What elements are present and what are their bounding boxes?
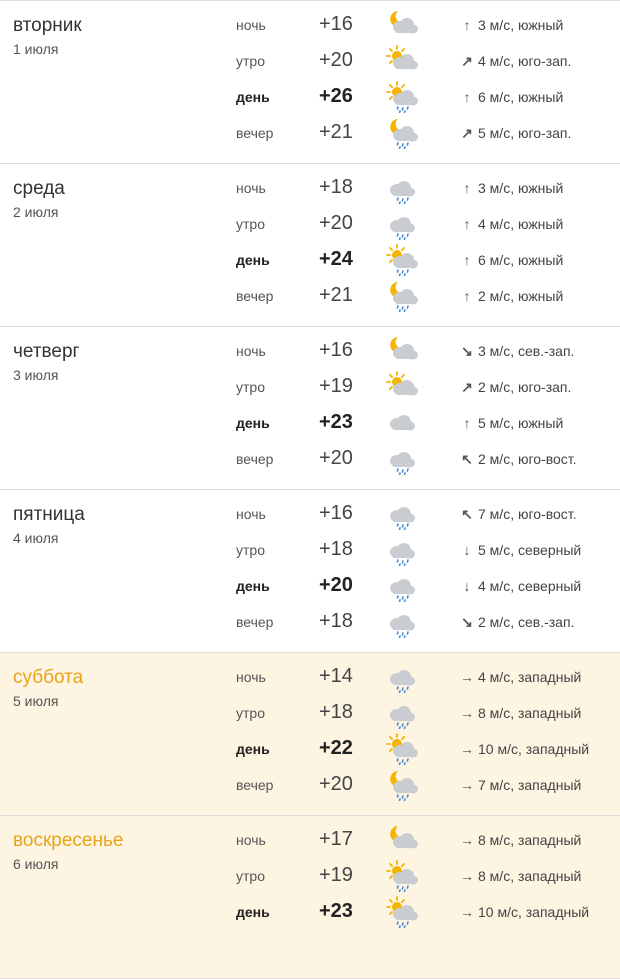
wind-direction-arrow: → — [460, 868, 474, 884]
wind-direction-arrow: ↑ — [463, 252, 471, 268]
period-temperature: +16 — [319, 339, 353, 361]
period-temperature: +18 — [319, 610, 353, 632]
wind-direction-arrow: → — [460, 777, 474, 793]
wind-text: 3 м/с, сев.-зап. — [478, 343, 575, 359]
period-temperature: +18 — [319, 701, 353, 723]
wind-direction-arrow: ↓ — [463, 578, 471, 594]
cloud-rain-icon — [386, 570, 420, 602]
wind-info — [460, 705, 581, 721]
period-temperature: +26 — [319, 85, 353, 107]
period-row — [0, 894, 620, 930]
period-name: ночь — [236, 669, 266, 685]
sun-cloud-rain-icon — [386, 244, 420, 276]
period-row — [0, 822, 620, 858]
period-row — [0, 333, 620, 369]
period-name: утро — [236, 53, 265, 69]
wind-info — [460, 506, 577, 523]
day-name: пятница — [13, 504, 85, 525]
period-temperature: +23 — [319, 411, 353, 433]
period-name: утро — [236, 868, 265, 884]
period-row — [0, 7, 620, 43]
sun-cloud-icon — [386, 371, 420, 403]
wind-text: 7 м/с, юго-вост. — [478, 506, 577, 522]
wind-text: 5 м/с, южный — [478, 415, 564, 431]
wind-info — [460, 868, 581, 884]
period-row — [0, 731, 620, 767]
period-temperature: +20 — [319, 574, 353, 596]
wind-text: 4 м/с, южный — [478, 216, 564, 232]
period-row — [0, 767, 620, 803]
cloud-rain-icon — [386, 697, 420, 729]
period-row — [0, 695, 620, 731]
wind-text: 5 м/с, юго-зап. — [478, 125, 572, 141]
moon-cloud-rain-icon — [386, 280, 420, 312]
sun-cloud-rain-icon — [386, 733, 420, 765]
wind-direction-arrow: ↗ — [461, 125, 473, 141]
wind-info — [460, 451, 577, 468]
wind-direction-arrow: → — [460, 832, 474, 848]
wind-info — [460, 904, 589, 920]
period-name: утро — [236, 705, 265, 721]
wind-text: 8 м/с, западный — [478, 705, 582, 721]
cloud-rain-icon — [386, 606, 420, 638]
moon-cloud-rain-icon — [386, 769, 420, 801]
period-row — [0, 496, 620, 532]
period-temperature: +18 — [319, 538, 353, 560]
wind-text: 2 м/с, юго-вост. — [478, 451, 577, 467]
wind-direction-arrow: ↗ — [461, 379, 473, 395]
period-temperature: +19 — [319, 375, 353, 397]
cloud-rain-icon — [386, 172, 420, 204]
wind-info — [460, 741, 589, 757]
wind-info — [460, 180, 563, 196]
wind-info — [460, 832, 581, 848]
period-row — [0, 170, 620, 206]
cloud-icon — [386, 407, 420, 439]
wind-text: 8 м/с, западный — [478, 868, 582, 884]
period-name: день — [236, 578, 270, 594]
period-row — [0, 115, 620, 151]
wind-direction-arrow: ↑ — [463, 180, 471, 196]
day-block-5 — [0, 816, 620, 979]
day-name: среда — [13, 178, 65, 199]
sun-cloud-rain-icon — [386, 896, 420, 928]
period-name: вечер — [236, 451, 274, 467]
wind-direction-arrow: ↘ — [461, 343, 473, 359]
period-temperature: +16 — [319, 502, 353, 524]
period-name: день — [236, 252, 270, 268]
period-name: ночь — [236, 343, 266, 359]
day-block-3 — [0, 490, 620, 653]
day-block-2 — [0, 327, 620, 490]
cloud-rain-icon — [386, 208, 420, 240]
sun-cloud-rain-icon — [386, 81, 420, 113]
wind-text: 10 м/с, западный — [478, 904, 590, 920]
period-name: утро — [236, 379, 265, 395]
wind-text: 10 м/с, западный — [478, 741, 590, 757]
wind-direction-arrow: ↑ — [463, 89, 471, 105]
period-temperature: +19 — [319, 864, 353, 886]
moon-cloud-icon — [386, 9, 420, 41]
wind-info — [460, 17, 563, 33]
period-row — [0, 441, 620, 477]
period-name: вечер — [236, 614, 274, 630]
day-name: вторник — [13, 15, 82, 36]
day-date: 6 июля — [13, 856, 59, 872]
wind-direction-arrow: ↑ — [463, 17, 471, 33]
period-temperature: +14 — [319, 665, 353, 687]
wind-text: 4 м/с, западный — [478, 669, 582, 685]
period-name: день — [236, 904, 270, 920]
wind-text: 4 м/с, юго-зап. — [478, 53, 572, 69]
wind-info — [460, 669, 581, 685]
period-row — [0, 206, 620, 242]
sun-cloud-icon — [386, 45, 420, 77]
wind-text: 3 м/с, южный — [478, 180, 564, 196]
period-name: день — [236, 741, 270, 757]
period-temperature: +21 — [319, 284, 353, 306]
wind-info — [460, 379, 571, 396]
day-date: 3 июля — [13, 367, 59, 383]
wind-text: 6 м/с, южный — [478, 252, 564, 268]
period-name: вечер — [236, 288, 274, 304]
period-temperature: +24 — [319, 248, 353, 270]
period-row — [0, 79, 620, 115]
period-name: ночь — [236, 506, 266, 522]
period-name: день — [236, 89, 270, 105]
moon-cloud-icon — [386, 335, 420, 367]
day-name: воскресенье — [13, 830, 124, 851]
day-date: 2 июля — [13, 204, 59, 220]
period-name: вечер — [236, 777, 274, 793]
cloud-rain-icon — [386, 534, 420, 566]
period-row — [0, 568, 620, 604]
period-temperature: +17 — [319, 828, 353, 850]
period-row — [0, 369, 620, 405]
wind-info — [460, 614, 574, 631]
wind-info — [460, 125, 571, 142]
wind-text: 2 м/с, южный — [478, 288, 564, 304]
wind-direction-arrow: ↑ — [463, 288, 471, 304]
period-name: день — [236, 415, 270, 431]
wind-direction-arrow: ↗ — [461, 53, 473, 69]
wind-info — [460, 216, 563, 232]
wind-text: 5 м/с, северный — [478, 542, 582, 558]
wind-info — [460, 252, 563, 268]
period-row — [0, 405, 620, 441]
period-temperature: +20 — [319, 773, 353, 795]
wind-info — [460, 343, 574, 360]
day-block-0 — [0, 0, 620, 164]
day-date: 1 июля — [13, 41, 59, 57]
day-block-4 — [0, 653, 620, 816]
wind-text: 2 м/с, сев.-зап. — [478, 614, 575, 630]
moon-cloud-icon — [386, 824, 420, 856]
period-temperature: +22 — [319, 737, 353, 759]
wind-text: 7 м/с, западный — [478, 777, 582, 793]
period-temperature: +16 — [319, 13, 353, 35]
period-row — [0, 278, 620, 314]
period-name: ночь — [236, 832, 266, 848]
wind-info — [460, 288, 563, 304]
moon-cloud-rain-icon — [386, 117, 420, 149]
sun-cloud-rain-icon — [386, 860, 420, 892]
period-row — [0, 659, 620, 695]
wind-direction-arrow: → — [460, 741, 474, 757]
period-row — [0, 532, 620, 568]
day-name: суббота — [13, 667, 84, 688]
wind-info — [460, 415, 563, 431]
wind-text: 8 м/с, западный — [478, 832, 582, 848]
wind-direction-arrow: ↑ — [463, 415, 471, 431]
day-name: четверг — [13, 341, 80, 362]
wind-direction-arrow: ↖ — [461, 451, 473, 467]
cloud-rain-icon — [386, 498, 420, 530]
period-name: утро — [236, 542, 265, 558]
wind-direction-arrow: → — [460, 669, 474, 685]
wind-direction-arrow: ↘ — [461, 614, 473, 630]
period-temperature: +18 — [319, 176, 353, 198]
wind-info — [460, 542, 581, 558]
wind-info — [460, 777, 581, 793]
wind-text: 4 м/с, северный — [478, 578, 582, 594]
wind-text: 6 м/с, южный — [478, 89, 564, 105]
period-row — [0, 858, 620, 894]
wind-direction-arrow: → — [460, 904, 474, 920]
period-name: вечер — [236, 125, 274, 141]
cloud-rain-icon — [386, 443, 420, 475]
period-temperature: +20 — [319, 49, 353, 71]
day-date: 4 июля — [13, 530, 59, 546]
wind-direction-arrow: → — [460, 705, 474, 721]
cloud-rain-icon — [386, 661, 420, 693]
day-block-1 — [0, 164, 620, 327]
period-name: утро — [236, 216, 265, 232]
wind-direction-arrow: ↓ — [463, 542, 471, 558]
period-temperature: +23 — [319, 900, 353, 922]
period-row — [0, 242, 620, 278]
period-temperature: +20 — [319, 212, 353, 234]
period-name: ночь — [236, 17, 266, 33]
period-name: ночь — [236, 180, 266, 196]
period-temperature: +20 — [319, 447, 353, 469]
period-row — [0, 604, 620, 640]
wind-info — [460, 578, 581, 594]
wind-direction-arrow: ↖ — [461, 506, 473, 522]
wind-info — [460, 89, 563, 105]
wind-info — [460, 53, 571, 70]
wind-direction-arrow: ↑ — [463, 216, 471, 232]
wind-text: 2 м/с, юго-зап. — [478, 379, 572, 395]
day-date: 5 июля — [13, 693, 59, 709]
period-temperature: +21 — [319, 121, 353, 143]
period-row — [0, 43, 620, 79]
wind-text: 3 м/с, южный — [478, 17, 564, 33]
